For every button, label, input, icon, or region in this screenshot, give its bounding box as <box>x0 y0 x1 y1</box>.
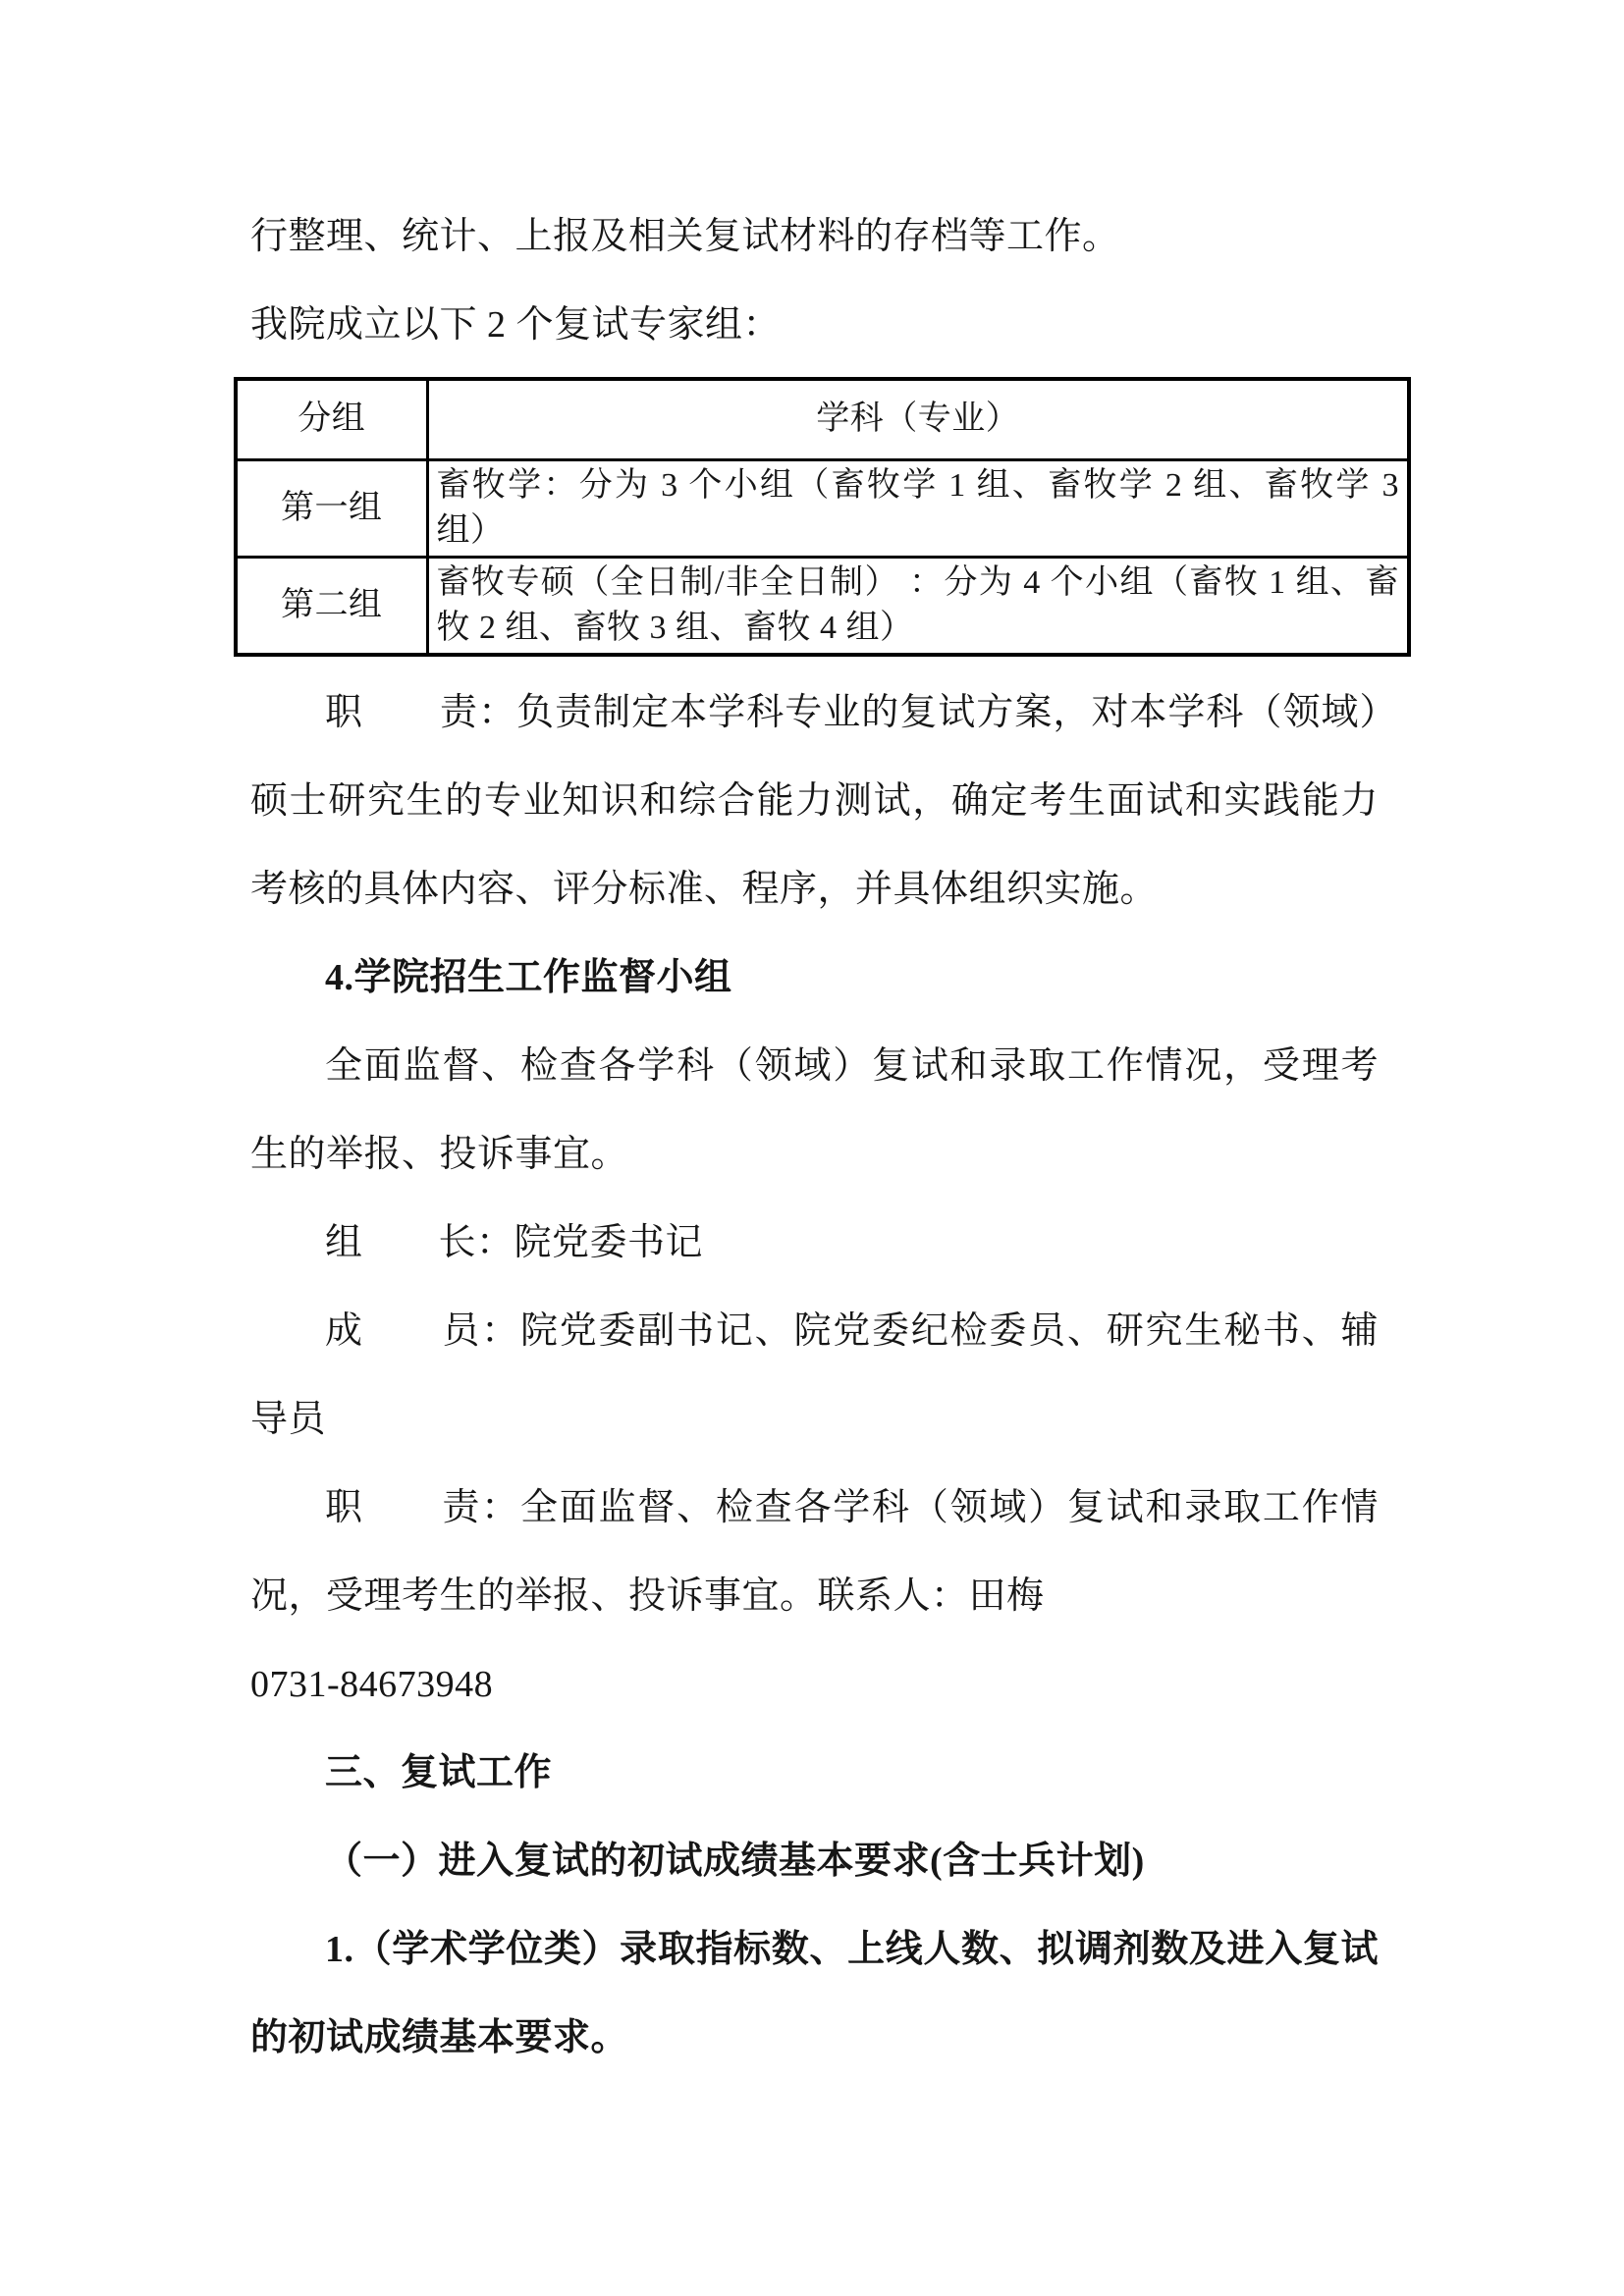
heading-subsection-one: （一）进入复试的初试成绩基本要求(含士兵计划) <box>325 1840 1145 1882</box>
expert-groups-table <box>234 377 1411 657</box>
paragraph-supervision-duty: 职 责：全面监督、检查各学科（领域）复试和录取工作情况，受理考生的举报、投诉事宜。联系人：田梅 <box>250 1486 1379 1617</box>
subject-cell: 畜牧学：分为 3 个小组（畜牧学 1 组、畜牧学 2 组、畜牧学 3 组） <box>427 459 1409 557</box>
paragraph-contact-phone: 0731-84673948 <box>250 1663 494 1705</box>
table-header-row <box>236 379 1409 459</box>
paragraph-group-members: 成 员：院党委副书记、院党委纪检委员、研究生秘书、辅导员 <box>250 1309 1379 1440</box>
group-name-cell: 第二组 <box>236 557 427 655</box>
heading-supervision-group: 4.学院招生工作监督小组 <box>325 956 732 998</box>
paragraph-expert-group-duty: 职 责：负责制定本学科专业的复试方案，对本学科（领域）硕士研究生的专业知识和综合能力测试，确定考生面试和实践能力考核的具体内容、评分标准、程序，并具体组织实施。 <box>250 691 1379 910</box>
paragraph-archive-work: 行整理、统计、上报及相关复试材料的存档等工作。 <box>250 216 1120 257</box>
group-name-cell: 第一组 <box>236 459 427 557</box>
table-row <box>236 557 1409 655</box>
paragraph-group-leader: 组 长：院党委书记 <box>325 1221 704 1263</box>
paragraph-supervision-scope: 全面监督、检查各学科（领域）复试和录取工作情况，受理考生的举报、投诉事宜。 <box>250 1044 1379 1175</box>
paragraph-academic-requirements: 1.（学术学位类）录取指标数、上线人数、拟调剂数及进入复试的初试成绩基本要求。 <box>250 1928 1379 2058</box>
table-header-subject: 学科（专业） <box>427 379 1409 459</box>
table-row <box>236 459 1409 557</box>
paragraph-expert-groups-intro: 我院成立以下 2 个复试专家组： <box>250 304 782 346</box>
heading-section-three: 三、复试工作 <box>325 1751 553 1793</box>
table-header-group: 分组 <box>236 379 427 459</box>
subject-cell: 畜牧专硕（全日制/非全日制） ：分为 4 个小组（畜牧 1 组、畜牧 2 组、畜牧 3 组、畜牧 4 组） <box>427 557 1409 655</box>
